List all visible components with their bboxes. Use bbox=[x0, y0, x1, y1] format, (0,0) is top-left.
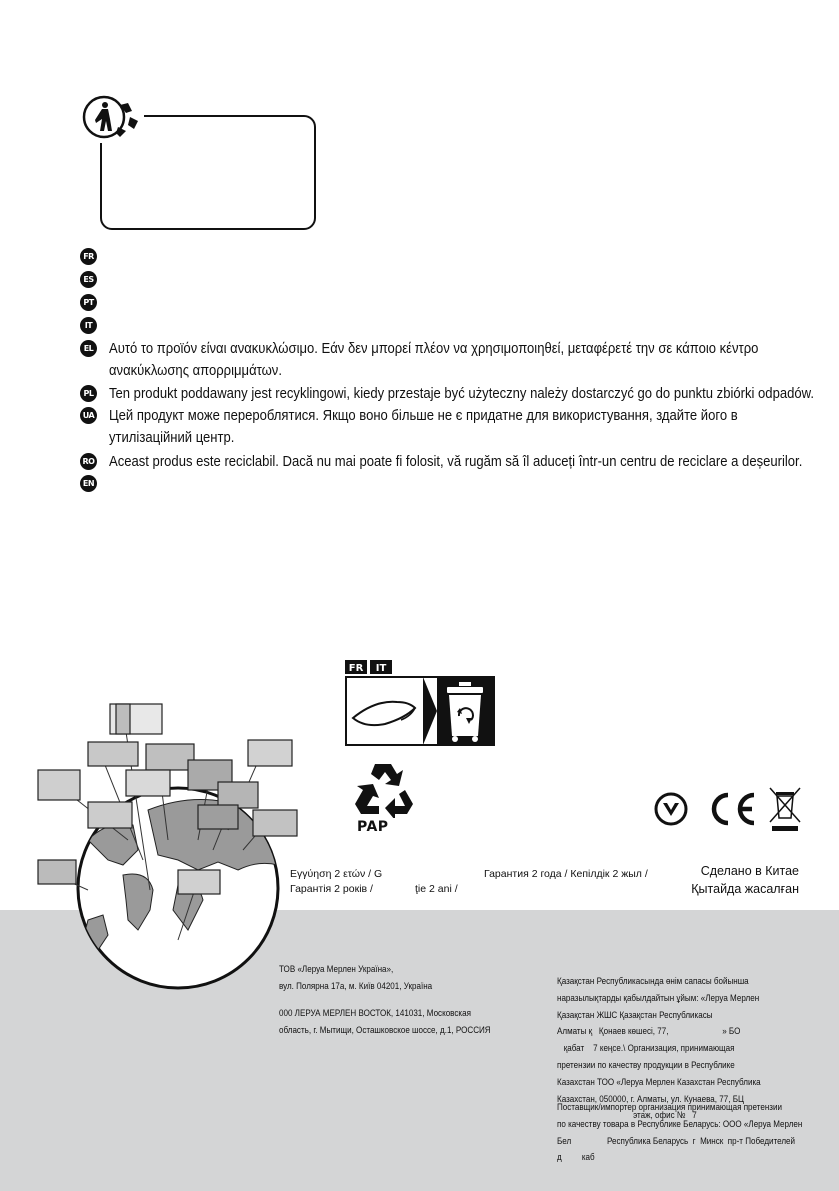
lang-row-pt bbox=[80, 292, 109, 311]
importer-kz-line: Алматы қ Қонаев көшесі, 77, » БО bbox=[557, 1026, 741, 1038]
lang-badge-fr: FR bbox=[80, 248, 97, 265]
weee-bin-icon bbox=[768, 784, 802, 839]
triman-icon bbox=[82, 93, 144, 143]
importer-by-line: Поставщик/импортер организация принимающая претензии bbox=[557, 1102, 782, 1113]
made-in-china-kz: Қытайда жасалған bbox=[691, 882, 799, 896]
warranty-line1-left: Εγγύηση 2 ετών / G bbox=[290, 868, 383, 880]
importer-ukraine-line: вул. Полярна 17а, м. Київ 04201, Україна bbox=[279, 980, 433, 992]
sorting-pictogram bbox=[345, 660, 497, 751]
lang-text-pl: Ten produkt poddawany jest recyklingowi, kiedy przestaje być użyteczny należy dostarczyć go do punktu zbiórki odpadów. bbox=[109, 385, 814, 402]
lang-badge-el: EL bbox=[80, 340, 97, 357]
lang-row-it bbox=[80, 315, 109, 334]
importer-kz-line: этаж, офис № 7 bbox=[557, 1110, 697, 1122]
lang-row-ro bbox=[80, 451, 839, 473]
pap-label: PAP bbox=[357, 819, 389, 835]
ce-mark-icon bbox=[704, 790, 760, 833]
importer-kz-line: Казахстан, 050000, г. Алматы, ул. Кунаева, 77, БЦ bbox=[557, 1093, 744, 1105]
lang-badge-ua: UA bbox=[80, 407, 97, 424]
importer-kz-line: Казахстан ТОО «Леруа Мерлен Казахстан Республика bbox=[557, 1076, 761, 1088]
lang-badge-es: ES bbox=[80, 271, 97, 288]
lang-row-el bbox=[80, 338, 839, 382]
importer-belarus bbox=[557, 1100, 802, 1167]
importer-russia-line: область, г. Мытищи, Осташковское шоссе, д.1, РОССИЯ bbox=[279, 1024, 491, 1036]
lang-badge-it: IT bbox=[80, 317, 97, 334]
importer-ukraine-line: ТОВ «Леруа Мерлен Україна», bbox=[279, 964, 394, 975]
importer-by-line: Бел Республика Беларусь г Минск пр-т Победителей bbox=[557, 1135, 796, 1147]
importer-kz-line: Қазақстан Республикасында өнім сапасы бойынша bbox=[557, 976, 749, 987]
lang-row-pl bbox=[80, 383, 839, 405]
importer-kz-line: қабат 7 кеңсе.\ Организация, принимающая bbox=[557, 1043, 735, 1055]
lang-badge-pl: PL bbox=[80, 385, 97, 402]
lang-text-ua: Цей продукт може перероблятися. Якщо воно більше не є придатне для використування, здайте його в bbox=[109, 407, 738, 424]
lang-row-fr bbox=[80, 246, 109, 265]
importer-by-line: д каб bbox=[557, 1152, 595, 1164]
it-label: IT bbox=[375, 663, 387, 674]
lang-badge-pt: PT bbox=[80, 294, 97, 311]
lang-text-ua-line2: утилізаційний центр. bbox=[109, 429, 235, 446]
importer-kz-line: претензии по качеству продукции в Республике bbox=[557, 1059, 735, 1071]
importer-ukraine bbox=[279, 962, 432, 996]
lang-text-el-line2: ανακύκλωσης απορριμμάτων. bbox=[109, 362, 282, 379]
made-in-china-ru: Сделано в Китае bbox=[700, 864, 799, 878]
lang-text-ro: Aceast produs este reciclabil. Dacă nu mai poate fi folosit, vă rugăm să îl aduceți într-un centru de reciclare a deșeurilor. bbox=[109, 453, 803, 470]
lang-badge-ro: RO bbox=[80, 453, 97, 470]
importer-by-line: по качеству товара в Республике Беларусь: ООО «Леруа Мерлен bbox=[557, 1118, 803, 1130]
warranty-line2-right: ţie 2 ani / bbox=[415, 883, 458, 895]
ua-conformity-mark-icon bbox=[654, 792, 688, 831]
lang-badge-en: EN bbox=[80, 475, 97, 492]
lang-row-ua bbox=[80, 405, 839, 449]
importer-kz-line: Қазақстан ЖШС Қазақстан Республикасы bbox=[557, 1009, 713, 1021]
lang-row-en bbox=[80, 473, 109, 492]
importer-kz-line: наразылықтарды қабылдайтын ұйым: «Леруа Мерлен bbox=[557, 992, 760, 1004]
globe-with-flags-illustration bbox=[28, 690, 328, 995]
importer-russia-line: 000 ЛЕРУА МЕРЛЕН ВОСТОК, 141031, Московская bbox=[279, 1008, 471, 1019]
importer-russia bbox=[279, 1006, 491, 1040]
warranty-line1-right: Гарантия 2 года / Кепілдік 2 жыл / bbox=[484, 868, 648, 880]
lang-row-es bbox=[80, 269, 109, 288]
recycle-icon bbox=[351, 760, 415, 823]
fr-label: FR bbox=[348, 663, 364, 674]
lang-text-el: Αυτό το προϊόν είναι ανακυκλώσιμο. Εάν δεν μπορεί πλέον να χρησιμοποιηθεί, μεταφέρετέ την σε κάποιο κέντρο bbox=[109, 340, 759, 357]
warranty-line2-left: Гарантія 2 років / bbox=[290, 883, 373, 895]
